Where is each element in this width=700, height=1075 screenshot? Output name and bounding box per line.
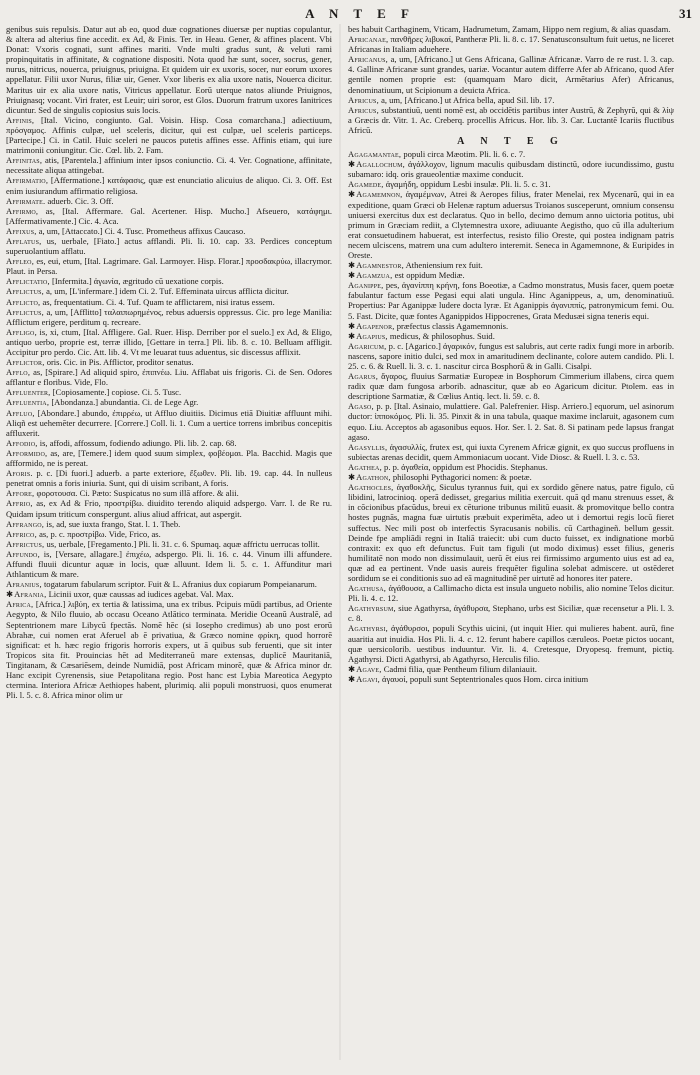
entry-headword: Agasyllis,: [348, 441, 388, 452]
entry-headword: Afranius,: [6, 579, 42, 590]
entry-headword: Afflictus,: [6, 286, 44, 297]
entry-definition: is, [Versare, allagare.] ἐπιχέω, adspergo. Pli. li. 16. c. 44. Vinum illi affundere. Affundi fluuii dicuntur aquæ in locis, quæ alluunt. Idem li. 5. c. 1. Affunditur mari Athlanticum & mare.: [6, 548, 332, 580]
entry-headword: Agathea,: [348, 461, 382, 472]
entry-headword: Agathyrsum,: [348, 603, 396, 614]
entry-definition: a, um, [Africano.] ut Gens Africana, Gallinæ Africanæ. Varro de re rust. l. 3. cap. 4. Gallinæ Africanæ sunt grandes, uariæ. Vocantur autem differre Afer ab Africano, quod Afer gentile nomen proprie est: (quamquam Maro dicit, Armētarius Afer) Africanus, denominatiuum, ut Scipionum a deuicta Africa.: [348, 54, 674, 95]
dictionary-entry: [348, 401, 674, 441]
dictionary-entry: [6, 539, 332, 549]
entry-headword: Affrio,: [6, 498, 33, 509]
entry-headword: Agapius,: [356, 330, 388, 341]
asterisk-mark-icon: ✱: [348, 189, 356, 200]
asterisk-mark-icon: ✱: [348, 260, 356, 271]
asterisk-mark-icon: ✱: [348, 320, 356, 331]
entry-headword: Afrania,: [14, 589, 47, 600]
entry-definition: as, p. c. προστρίβω. Vide, Frico, as.: [39, 528, 161, 539]
entry-definition: Atheniensium rex fuit.: [405, 260, 483, 271]
entry-headword: Afflictus,: [6, 306, 44, 317]
dictionary-entry: [6, 196, 332, 206]
entry-headword: Agathon,: [356, 472, 391, 483]
dictionary-entry: [6, 599, 332, 700]
entry-definition: as, are, [Temere.] idem quod suum simplex, φοβέομαι. Pla. Bacchid. Magis que affformido, ne is pereat.: [6, 447, 332, 469]
dictionary-entry: [6, 256, 332, 276]
right-column: [348, 24, 674, 1064]
entry-definition: togatarum fabularum scriptor. Fuit & L. Afranius dux copiarum Pompeianarum.: [43, 579, 317, 590]
entry-headword: Affligo,: [6, 326, 37, 337]
entry-definition: πανθῆρες λιβυκαί, Pantheræ Pli. li. 8. c. 17. Senatusconsultum fuit uetus, ne liceret Africanas in Italiam aduehere.: [348, 34, 674, 55]
dictionary-entry: [6, 24, 332, 115]
dictionary-entry: [6, 397, 332, 407]
entry-headword: Africanae,: [348, 34, 389, 45]
asterisk-mark-icon: ✱: [6, 589, 14, 600]
entry-definition: p. p. ἀγαθεία, oppidum est Phocidis. Stephanus.: [384, 461, 548, 472]
asterisk-mark-icon: ✱: [348, 330, 356, 341]
entry-headword: Affirmate.: [6, 195, 46, 206]
dictionary-entry: [6, 327, 332, 357]
entry-headword: Affore,: [6, 488, 35, 499]
dictionary-entry: [6, 115, 332, 155]
dictionary-entry: [6, 529, 332, 539]
entry-definition: [Abondare.] abundo, ἐπιρρέω, ut Affluo diuitiis. Dicimus etiā Diuitiæ affluunt mihi. Aliqñ est uehemēter decurrere. [Correre.] Coll. li. 1. Cum a uertice torrens imbribus concepitis affluxerit.: [6, 407, 332, 438]
dictionary-entry: [6, 226, 332, 236]
entry-definition: ἀγαμέμνων, Atrei & Aeropes filius, frater Menelai, rex Mycenarū, qui in ea expeditione, quam Græci ob Helenæ raptum aduersus Troianos susceperunt, omnium consensu uniuersi exercitus dux est declaratus. Quo in bello, decimo demum anno uictoria potitus, ubi primum in Græciam rediit, a Clytemnestra uxore, adiuuante Aegistho, quo cū illa adulterium erat consuetudinem habuerat, est interfectus, resisto filio Oreste, qui postea indignam patris necem ulciscens, matrem una cum adultero interemit. Seneca in Agamemnone, & Euripides in Oreste.: [348, 189, 674, 260]
dictionary-entry: [6, 498, 332, 518]
entry-definition: Licinii uxor, quæ caussas ad iudices agebat. Val. Max.: [48, 589, 234, 600]
entry-headword: Affluentia,: [6, 397, 50, 408]
entry-headword: Afformido,: [6, 447, 48, 458]
entry-definition: p. p. [Ital. Asinaio, mulattiere. Gal. Palefrenier. Hisp. Arriero.] equorum, uel asinorum ductor: ἱπποκόμος. Pli. li. 35. Pinxit & in una tabula, quaque maxime inclaruit, agasonem cum equo. Liu. Acceptos ab agasonibus equos. Hor. Ser. l. 2. Sat. 8. Si patinam pede lapsus frangat agaso.: [348, 401, 674, 442]
entry-headword: Afflatus,: [6, 235, 42, 246]
entry-definition: ἀγάθυρσοι, populi Scythis uicini, (ut inquit Hier. qui mulieres habent. aurū, fine auaritia aut inuidia. Hos Pli. li. 4. c. 12. ferunt habere capillos cæruleos. Poetæ pictos uocant, quæ uersicolorib. uestibus induuntur. Vir. li. 4. Cretesque, Dryopesq. fremunt, pictiq. Agathyrsi. Dicti Agathyrsi, ab Agathyrso, Herculis filio.: [348, 623, 674, 664]
entry-definition: is, ad, sue iuxta frango, Stat. l. 1. Theb.: [46, 518, 181, 529]
dictionary-entry: [6, 579, 332, 589]
entry-definition: a, um, [Africano.] ut Africa bella, apud Sil. lib. 17.: [381, 94, 555, 105]
entry-definition: a, um, [L'infermare.] idem Ci. 2. Tuf. Effeminata uircus afflicta dicitur.: [46, 286, 289, 297]
dictionary-entry: [348, 95, 674, 105]
entry-definition: p. c. [Agarico.] ἀγαρικόν, fungus est salubris, aut certe radix fungi more in arborib. nascens, sapore initio dulci, sed mox in amaritudinem declinante, colore autem candido. Pli. l. 25. c. 6. & Ruell. li. 3. c. 1. nascitur circa Bosphorū & in Galli. Cisalpi.: [348, 340, 674, 371]
entry-definition: Cadmi filia, quæ Pentheum filium dilaniauit.: [383, 663, 537, 674]
entry-definition: φοροτουσα. Ci. Pæto: Suspicatus no sum illā affore. & alii.: [36, 488, 239, 499]
dictionary-entry: [348, 482, 674, 583]
entry-definition: ἀγαυοί, populi sunt Septentrionales quos Hom. circa initium: [382, 673, 589, 684]
entry-definition: [Copiosamente.] copiose. Ci. 5. Tusc.: [52, 387, 182, 398]
entry-definition: p. c. [Di fuori.] aduerb. a parte exteriore, ἔξωθεν. Pli. lib. 19. cap. 44. In nulleus penetrat omnis a foris iniuria. Sunt, qui di uisim scribant, A foris.: [6, 468, 332, 489]
dictionary-entry: [348, 442, 674, 462]
entry-headword: Affleo,: [6, 256, 35, 267]
entry-definition: [Ital. Vicino, congiunto. Gal. Voisin. Hisp. Cosa comarchana.] adiectiuum, πρόσγαμος. Affinis culpæ, uel sceleris, dicitur, qui est culpæ, uel sceleris particeps. [Partecipe.] Ci. in Catil. Huic sceleri ne paucos putetis affines esse. Affinis etiam, qui iure matrimonii coniungitur. Cic. Cœl. lib. 2. Fam.: [6, 114, 332, 156]
dictionary-entry: [348, 280, 674, 320]
entry-headword: Agathyrsi,: [348, 623, 388, 634]
entry-definition: bes habuit Carthaginem, Vticam, Hadrumetum, Zamam, Hippo nem regium, & alias quasdam.: [348, 24, 671, 34]
dictionary-entry: [6, 408, 332, 438]
entry-definition: is, affodi, affossum, fodiendo adiungo. Pli. lib. 2. cap. 68.: [39, 437, 237, 448]
right-column-bottom-entries: [348, 149, 674, 684]
dictionary-entry: [348, 105, 674, 135]
entry-headword: Aganippe,: [348, 280, 384, 291]
entry-headword: Affrictus,: [6, 538, 45, 549]
dictionary-entry: [6, 519, 332, 529]
entry-headword: Agallochum,: [356, 159, 406, 170]
entry-definition: ἀγασυλλίς, frutex est, qui iuxta Cyrenem Africæ gignit, ex quo succus profluens in subiectas arenas decidit, quem Ammoniacum uocant. Vide Diosc. & Ruell. l. 3. c. 53.: [348, 441, 674, 462]
entry-definition: ἀγαμήδη, oppidum Lesbi insulæ. Pli. li. 5. c. 31.: [385, 179, 551, 190]
asterisk-mark-icon: ✱: [348, 663, 356, 674]
dictionary-entry: [348, 54, 674, 94]
entry-definition: [Infermita.] ἀγωνία, ægritudo cū uexatione corpis.: [52, 276, 224, 287]
entry-headword: Africus,: [348, 104, 379, 115]
entry-headword: Agarus,: [348, 371, 379, 382]
entry-definition: oris. Cic. in Pis. Afflictor, proditor senatus.: [46, 357, 194, 368]
entry-headword: Afflo,: [6, 367, 31, 378]
asterisk-mark-icon: ✱: [348, 159, 356, 170]
entry-definition: ἀγάλλοχον, lignum maculis quibusdam distinctū, odore iucundissimo, gustu subamaro: idq. oris graueolentiæ maxime conducit.: [348, 159, 674, 180]
entry-definition: as, [Ital. Affermare. Gal. Acertener. Hisp. Mucho.] Afseuero, κατάφημι. [Affermativamente.] Cic. 4. Aca.: [6, 205, 332, 226]
dictionary-entry: [348, 331, 674, 341]
entry-definition: genibus suis repulsis. Datur aut ab eo, quod duæ cognationes diuersæ per nuptias copulantur, & altera ad alterius fine accedit. ex Ad, & Finis. Ter. in Heau. Gener, & affines placent. Vbi Donat: Vxoris cognati, sunt affines mariti. Vnde multi gradus sunt, & veluti rami propinquitatis in affinitate, & cognatione dispositi. Nota quod hæ sunt, socer, socrus, gener, nurus, nitricus, nouerca, priuignus, priuigna. Et quidem uir ex uxoris, socer, nur eorum uxores appellatur. Filii uxor Nurus, filiæ uir, Gener. Vxor liberis ex alia uxore natis, Nouerca dicitur. Maritus uir ex alia uxore natis, Vitricus appellatur. Eorū uterque natos aliunde Priuignos, Priuignasq; vocant. Viri frater, est Leuir; uiri soror, est Glos. Duorum fratrum uxores Ianitrices dicuntur. Sed de singulis copiosius suis locis.: [6, 24, 332, 115]
entry-headword: Agathusa,: [348, 583, 387, 594]
entry-headword: Agapenor,: [356, 320, 395, 331]
entry-headword: Affirmo,: [6, 205, 39, 216]
asterisk-mark-icon: ✱: [348, 472, 356, 483]
dictionary-entry: [348, 179, 674, 189]
dictionary-entry: [348, 623, 674, 663]
entry-headword: Affirmatio,: [6, 175, 49, 186]
entry-definition: aduerb. Cic. 3. Off.: [47, 195, 114, 206]
entry-headword: Affodio,: [6, 437, 38, 448]
entry-headword: Agamnestor,: [356, 260, 404, 271]
section-heading: A N T E G: [457, 136, 565, 148]
entry-definition: [Abondanza.] abundantia. Ci. de Lege Agr.: [51, 397, 199, 408]
entry-headword: Afflictatio,: [6, 276, 50, 287]
dictionary-entry: [348, 462, 674, 472]
entry-definition: us, uerbale, [Fregamento.] Pli. li. 31. c. 6. Spumaq. aquæ affrictu uerrucas tollit.: [46, 538, 320, 549]
dictionary-entry: [348, 583, 674, 603]
dictionary-entry: [348, 189, 674, 260]
entry-definition: præfectus classis Agamemnonis.: [396, 320, 509, 331]
right-column-top-entries: [348, 24, 674, 135]
entry-definition: ἄγαρος, fluuius Sarmatiæ Europeæ in Bosphorum Cimmerium illabens, circa quem radix quæ dam fungosa arborib. adnascitur, quæ ab eo Agaricum dicitur. Ptolem. eas in descriptione Sarmatiæ, & Cœlius Antiq. lect. li. 59. c. 8.: [348, 371, 674, 402]
entry-headword: Agamemnon,: [356, 189, 403, 200]
dictionary-entry: [6, 589, 332, 599]
dictionary-entry: [6, 286, 332, 296]
entry-headword: Agaso,: [348, 401, 374, 412]
asterisk-mark-icon: ✱: [348, 673, 356, 684]
dictionary-entry: [6, 206, 332, 226]
entry-definition: a, um, [Attaccato.] Ci. 4. Tusc. Prometheus affixus Caucaso.: [38, 225, 246, 236]
entry-definition: pes, ἀγανίππη κρήνη, fons Boeotiæ, a Cadmo monstratus, Musis facer, quem poetæ fabulantur factum esse Pegasi equi alati ungula. Hinc Aganippeus, a, um, denominatiuū. Propertius: Par Aganippæ ludere docta lyræ. Et Aganippis ἀγανιππίς, patronymicum femi. Ou. 5. Fast. Dicite, quæ fontes Aganippidos Hippocrenes, Grata Medusæi signa teneris equi.: [348, 280, 674, 321]
dictionary-entry: [348, 603, 674, 623]
entry-definition: atis, [Parentela.] affinium inter ipsos coniunctio. Ci. 4. Ver. Cognatione, affinitate, necessitate aliqua attingebat.: [6, 155, 332, 176]
dictionary-entry: [6, 297, 332, 307]
running-head: A N T E F: [305, 6, 415, 21]
entry-headword: Affinitas,: [6, 155, 43, 166]
entry-headword: Agathocles,: [348, 482, 394, 493]
dictionary-entry: [348, 24, 674, 34]
dictionary-entry: [348, 270, 674, 280]
entry-definition: ἀγαθοκλῆς, Siculus tyrannus fuit, qui ex sordido gēnere natus, patre figulo, cū libidini, latrocinioq. operā dedisset, gregarius militia exercuit. quā qd manu strenuus esset, & in cōcionibus pfacūdus, breui ex cēturione tribunus militū euasit. & promovitque bello contra hostes pugnās, magna fuæ uirtutis præbuit experimēta, adeo ut i demortui regis locū fieret suffectus. Nec mili post ob interfectis Syracusanis nobilis. cū Carthagineñ. bellum gessit. Deinde fpe ampliādi regni in Italiā traiecit: ubi cum ducto fuisset, ex indignatione morbū contraxit: ex quo eft defunctus. Fuit tam figuli (ut modo diximus) esset filius, generis humilitatē non modo non dissimulauit, uerū ēt eius rei firmissimo argumento uius est ad ea, quæ ad ea pertinent. Vnde uasis aureis frequēter figulina solebat admiscere. ut ostēderet sordidum se ei conditionis suo ad eā magnitudinē per uirtutē ad honores iter patere.: [348, 482, 674, 583]
dictionary-entry: [348, 341, 674, 371]
dictionary-entry: [6, 236, 332, 256]
entry-headword: Affrango,: [6, 518, 45, 529]
entry-headword: Afflictor,: [6, 357, 45, 368]
dictionary-entry: [348, 321, 674, 331]
entry-definition: a, um, [Afflitto] ταλαιπωρημένος, rebus aduersis oppressus. Cic. pro lege Manilia: Afflictum erigere, perditum q. recreare.: [6, 306, 332, 327]
entry-definition: [Africa.] λιβύη, ex tertia & latissima, una ex tribus. Pcipuis mūdi partibus, ad Oriente Aegypto, & Nilo fluuio, ab occasu Oceano Atlātico terminata. Meridie Oceanū Australē, ad Septentrionem mare Libycū fpectās. Nomē hēc (si Iosepho credimus) ab uno post erorū Abrahæ, cui nomen erat Aferuel ab ē privatiua, & Græco nomine φρίκη, quod horrorē significat: et h. hæc regio frigoris horroris expers, ut ā quibus sub feruenti, que sit inter Tropicos sita fit. Prouincias hēt ad Mediterraneū mare extensas, duplicē Mauritaniā, Tingitanam, & Cæsariēsem, deinde Numidiā, post Africam minorē, quæ & Africa minor dr. Hanc excipit Cyrenensis, siue Petapolitana regio. Post hanc est Lybia Mareotica Aegypto ctermina. Interiora Africæ Aethiopes habent, plurimiq. alii populi monstruosi, quos enumerat Pli. l. 5. c. 8. Africa minor olim ur: [6, 599, 332, 701]
dictionary-entry: [348, 664, 674, 674]
entry-definition: [Affermatione.] κατάφασις, quæ est enunciatio alicuius de aliquo. Ci. 3. Off. Est enim iusiurandum affirmatio religiosa.: [6, 175, 332, 196]
entry-definition: populi circa Mæotim. Pli. li. 6. c. 7.: [403, 149, 526, 160]
dictionary-entry: [6, 357, 332, 367]
entry-definition: est oppidum Mediæ.: [394, 270, 465, 281]
entry-headword: Affundo,: [6, 548, 40, 559]
entry-definition: us, uerbale, [Fiato.] actus afflandi. Pli. li. 10. cap. 33. Perdices conceptum superuolantium afflatu.: [6, 235, 332, 257]
asterisk-mark-icon: ✱: [348, 270, 356, 281]
dictionary-entry: [6, 307, 332, 327]
entry-definition: ἀγάθουσα, a Callimacho dicta est insula ungueto nobilis, alio nomine Telos dicitur. Pli. li. 4. c. 12.: [348, 583, 674, 604]
page-number: 31: [679, 6, 692, 21]
dictionary-entry: [6, 448, 332, 468]
entry-definition: philosophi Pythagorici nomen: & poetæ.: [392, 472, 532, 483]
entry-definition: siue Agathyrsa, ἀγάθυρσα, Stephano, urbs est Siciliæ, quæ recensetur a Pli. l. 3. c. 8.: [348, 603, 674, 624]
dictionary-entry: [6, 549, 332, 579]
dictionary-entry: [6, 468, 332, 488]
entry-headword: Africa,: [6, 599, 34, 610]
dictionary-entry: [6, 387, 332, 397]
entry-headword: Agamzua,: [356, 270, 393, 281]
entry-definition: es, eui, etum, [Ital. Lagrimare. Gal. Larmoyer. Hisp. Florar.] προσδακρύω, illacrymor. Plaut. in Persa.: [6, 256, 332, 277]
entry-headword: Agavi,: [356, 673, 380, 684]
entry-definition: is, xi, ctum, [Ital. Affligere. Gal. Ruer. Hisp. Derriber por el suelo.] ex Ad, & Eligo, antiquo uerbo, proprie est, terræ illido, [Gettare in terra.] Pli. lib. 8. c. 10. Belluam affligit. Accipitur pro perdo. Cic. Att. lib. 4. Vt me leuarat tuus aduentus, sic discessus afflixit.: [6, 326, 332, 357]
dictionary-entry: [348, 34, 674, 54]
entry-headword: Agaricum,: [348, 340, 387, 351]
dictionary-entry: [348, 371, 674, 401]
dictionary-entry: [348, 674, 674, 684]
entry-headword: Affrico,: [6, 528, 37, 539]
dictionary-entry: [6, 155, 332, 175]
entry-headword: Africanus,: [348, 54, 388, 65]
entry-headword: Aforis.: [6, 468, 33, 479]
entry-headword: Agave,: [356, 663, 382, 674]
entry-headword: Africus,: [348, 94, 379, 105]
dictionary-entry: [6, 276, 332, 286]
entry-headword: Affinis,: [6, 114, 35, 125]
dictionary-entry: [348, 149, 674, 159]
dictionary-entry: [6, 175, 332, 195]
entry-headword: Affluo,: [6, 407, 35, 418]
dictionary-entry: [348, 472, 674, 482]
dictionary-entry: [6, 367, 332, 387]
entry-definition: as, [Spirare.] Ad aliquid spiro, ἐπιπνέω. Liu. Afflabat uis frigoris. Ci. de Sen. Odores afflantur e floribus. Vide, Flo.: [6, 367, 332, 388]
dictionary-entry: [348, 159, 674, 179]
entry-definition: as, ex Ad & Frio, προστρίβω. diuidito terendo aliquid adspergo. Varr. l. de Re ru. Quidam ipsum triticum conspergunt. alius aliud affricat, aut aspergit.: [6, 498, 332, 519]
entry-headword: Agagamantae,: [348, 149, 402, 160]
left-column: [6, 24, 332, 1064]
entry-headword: Affixus,: [6, 225, 37, 236]
dictionary-entry: [348, 260, 674, 270]
entry-headword: Agamede,: [348, 179, 384, 190]
entry-definition: medicus, & philosophus. Suid.: [389, 330, 495, 341]
entry-definition: substantiuū, uenti nomē est, ab occidētis partibus inter Austrū, & Zephyrū, qui & λίψ a Græcis dr. Vitr. 1. Ac. Creberq. procellis Africus. Hor. lib. 3. Car. Luctantē Icariis fluctibus Africū.: [348, 104, 674, 135]
entry-headword: Afflicto,: [6, 296, 41, 307]
entry-headword: Affluenter,: [6, 387, 51, 398]
dictionary-entry: [6, 438, 332, 448]
dictionary-entry: [6, 488, 332, 498]
entry-definition: as, frequentatium. Ci. 4. Tuf. Quam te afflictarem, nisi iratus essem.: [42, 296, 275, 307]
